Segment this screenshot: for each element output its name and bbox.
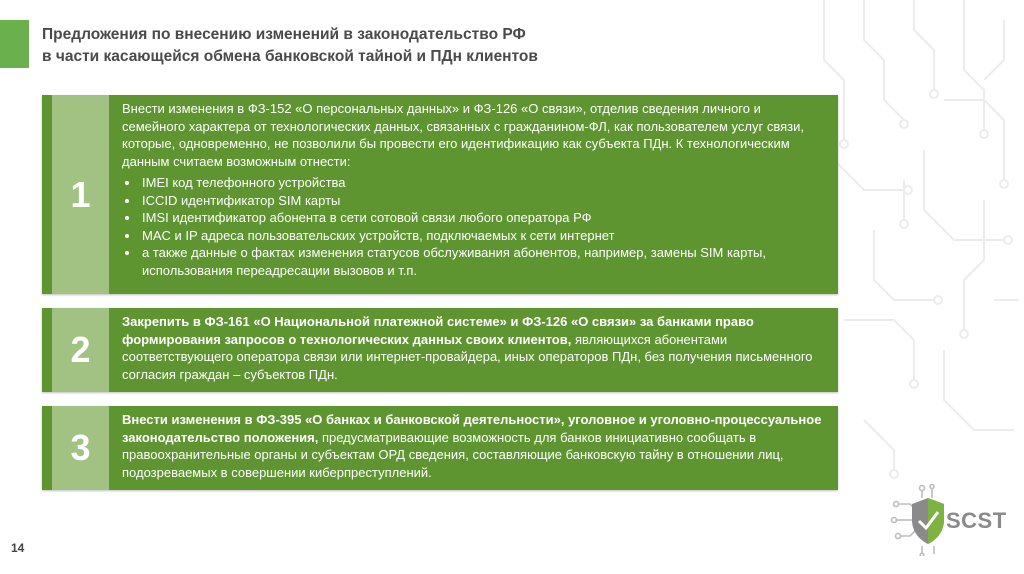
proposal-text-2: [122, 313, 826, 383]
proposal-text-1: Внести изменения в ФЗ-152 «О персональных данных» и ФЗ-126 «О связи», отделив сведения личного и семейного характера от технологических данных, связанных с гражданином-ФЛ, как пользователем услуг связи, которые, одновременно, не позволили бы провести его идентификацию как субъекта ПДн. К технологическим данным считаем возможным отнести:: [122, 101, 804, 169]
list-item: IMSI идентификатор абонента в сети сотовой связи любого оператора РФ: [142, 209, 826, 227]
proposal-card-2: [42, 308, 838, 392]
title-line-2: в части касающейся обмена банковской тайной и ПДн клиентов: [42, 48, 538, 65]
proposal-body-3: [122, 411, 826, 481]
title-line-1: Предложения по внесению изменений в законодательство РФ: [42, 26, 526, 43]
list-item: IMEI код телефонного устройства: [142, 174, 826, 192]
shield-icon: [912, 498, 944, 544]
title-accent-bar: [0, 20, 29, 68]
page-number: 14: [11, 541, 25, 555]
proposal-body-1: [122, 100, 826, 279]
proposal-number-2: 2: [52, 308, 109, 392]
list-item: а также данные о фактах изменения статусов обслуживания абонентов, например, замены SIM карты, использования переадресации вызовов и т.п.: [142, 244, 826, 279]
proposal-body-2: [122, 313, 826, 383]
proposal-regular-3: предусматривающие возможность для банков инициативно сообщать в правоохранительные органы и субъектам ОРД сведения, составляющие банковскую тайну в отношении лиц, подозреваемых в совершении киберпреступлений.: [122, 429, 784, 480]
page-title: [42, 24, 742, 68]
proposal-text-3: [122, 411, 826, 481]
proposal-number-3: 3: [52, 406, 109, 490]
list-item: MAC и IP адреса пользовательских устройств, подключаемых к сети интернет: [142, 227, 826, 245]
proposal-card-3: [42, 406, 838, 490]
proposal-bold-2: Закрепить в ФЗ-161 «О Национальной платежной системе» и ФЗ-126 «О связи» за банками право формирования запросов о технологических данных своих клиентов,: [122, 314, 754, 347]
proposal-bold-3: Внести изменения в ФЗ-395 «О банках и банковской деятельности», уголовное и уголовно-процессуальное законодательство положения,: [122, 412, 822, 445]
technical-data-list: [122, 174, 826, 279]
list-item: ICCID идентификатор SIM карты: [142, 192, 826, 210]
proposal-number-1: 1: [52, 95, 109, 294]
proposal-card-1: [42, 95, 838, 294]
logo-text: SCST: [946, 508, 1007, 533]
proposal-regular-2: являющихся абонентами соответствующего оператора связи или интернет-провайдера, иных операторов ПДн, без получения письменного согласия граждан – субъектов ПДн.: [122, 331, 813, 382]
